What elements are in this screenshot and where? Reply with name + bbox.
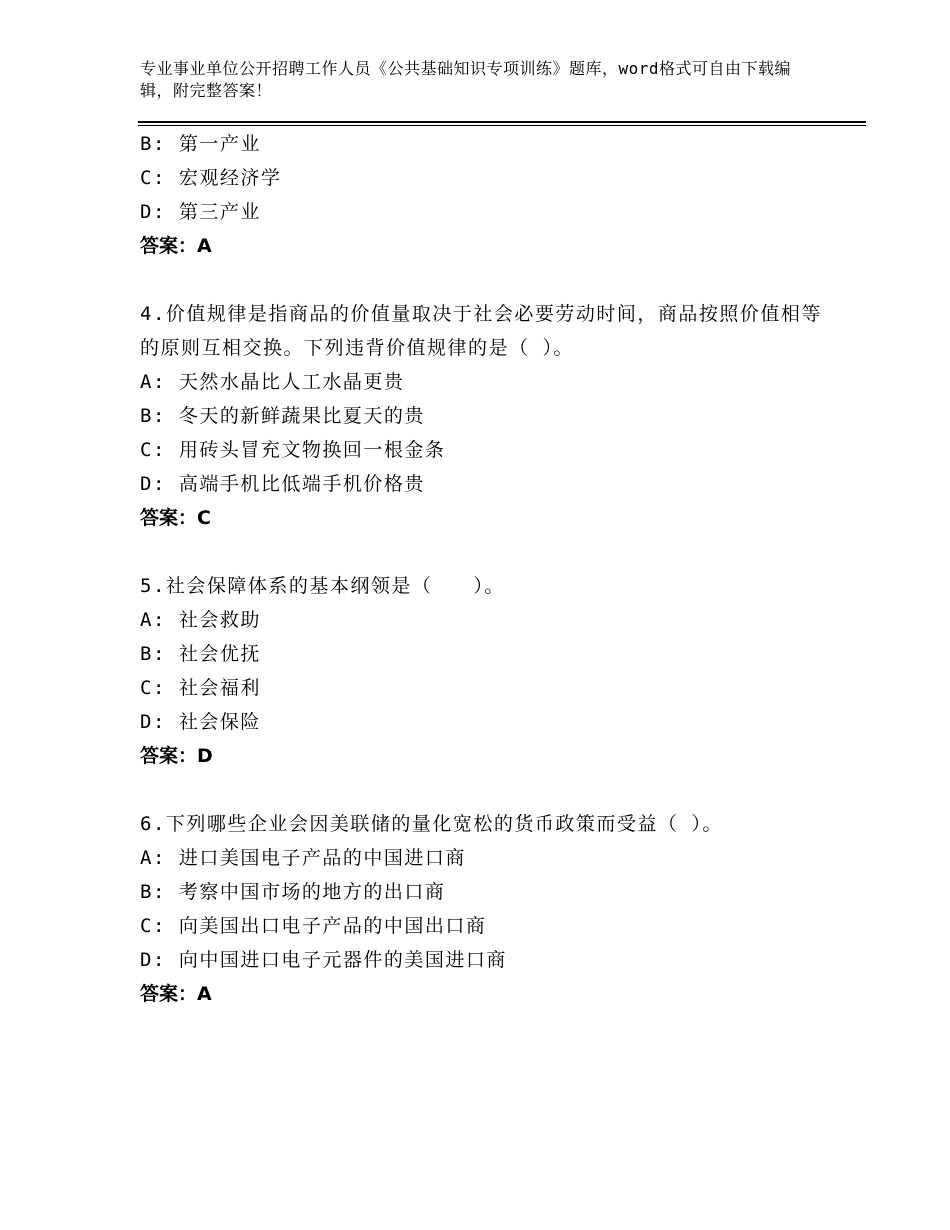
option-c: C: 向美国出口电子产品的中国出口商 (140, 915, 487, 937)
spacer (140, 263, 840, 297)
option-a: A: 天然水晶比人工水晶更贵 (140, 371, 405, 393)
question-stem: 5.社会保障体系的基本纲领是（ ）。 (140, 575, 505, 597)
question-5 (140, 569, 840, 773)
question-stem: 4.价值规律是指商品的价值量取决于社会必要劳动时间，商品按照价值相等的原则互相交换。下列违背价值规律的是（ ）。 (140, 303, 822, 359)
answer-label: 答案：D (140, 745, 213, 767)
spacer (140, 535, 840, 569)
answer-label: 答案：A (140, 235, 212, 257)
header-rule-thick (138, 121, 866, 123)
option-b: B: 第一产业 (140, 133, 261, 155)
option-d: D: 第三产业 (140, 201, 261, 223)
option-d: D: 高端手机比低端手机价格贵 (140, 473, 425, 495)
answer-label: 答案：C (140, 507, 211, 529)
question-4 (140, 297, 840, 535)
answer-label: 答案：A (140, 983, 212, 1005)
option-d: D: 社会保险 (140, 711, 261, 733)
option-c: C: 用砖头冒充文物换回一根金条 (140, 439, 446, 461)
carry-over-question (140, 127, 840, 263)
question-6 (140, 807, 840, 1011)
option-b: B: 考察中国市场的地方的出口商 (140, 881, 446, 903)
option-a: A: 社会救助 (140, 609, 261, 631)
question-list (140, 127, 840, 1011)
header-rule-thin (138, 125, 866, 126)
option-a: A: 进口美国电子产品的中国进口商 (140, 847, 466, 869)
option-c: C: 宏观经济学 (140, 167, 282, 189)
option-b: B: 社会优抚 (140, 643, 261, 665)
option-d: D: 向中国进口电子元器件的美国进口商 (140, 949, 507, 971)
question-stem: 6.下列哪些企业会因美联储的量化宽松的货币政策而受益（ ）。 (140, 813, 723, 835)
option-c: C: 社会福利 (140, 677, 261, 699)
option-b: B: 冬天的新鲜蔬果比夏天的贵 (140, 405, 425, 427)
spacer (140, 773, 840, 807)
document-header: 专业事业单位公开招聘工作人员《公共基础知识专项训练》题库，word格式可自由下载编辑，附完整答案！ (140, 59, 792, 100)
